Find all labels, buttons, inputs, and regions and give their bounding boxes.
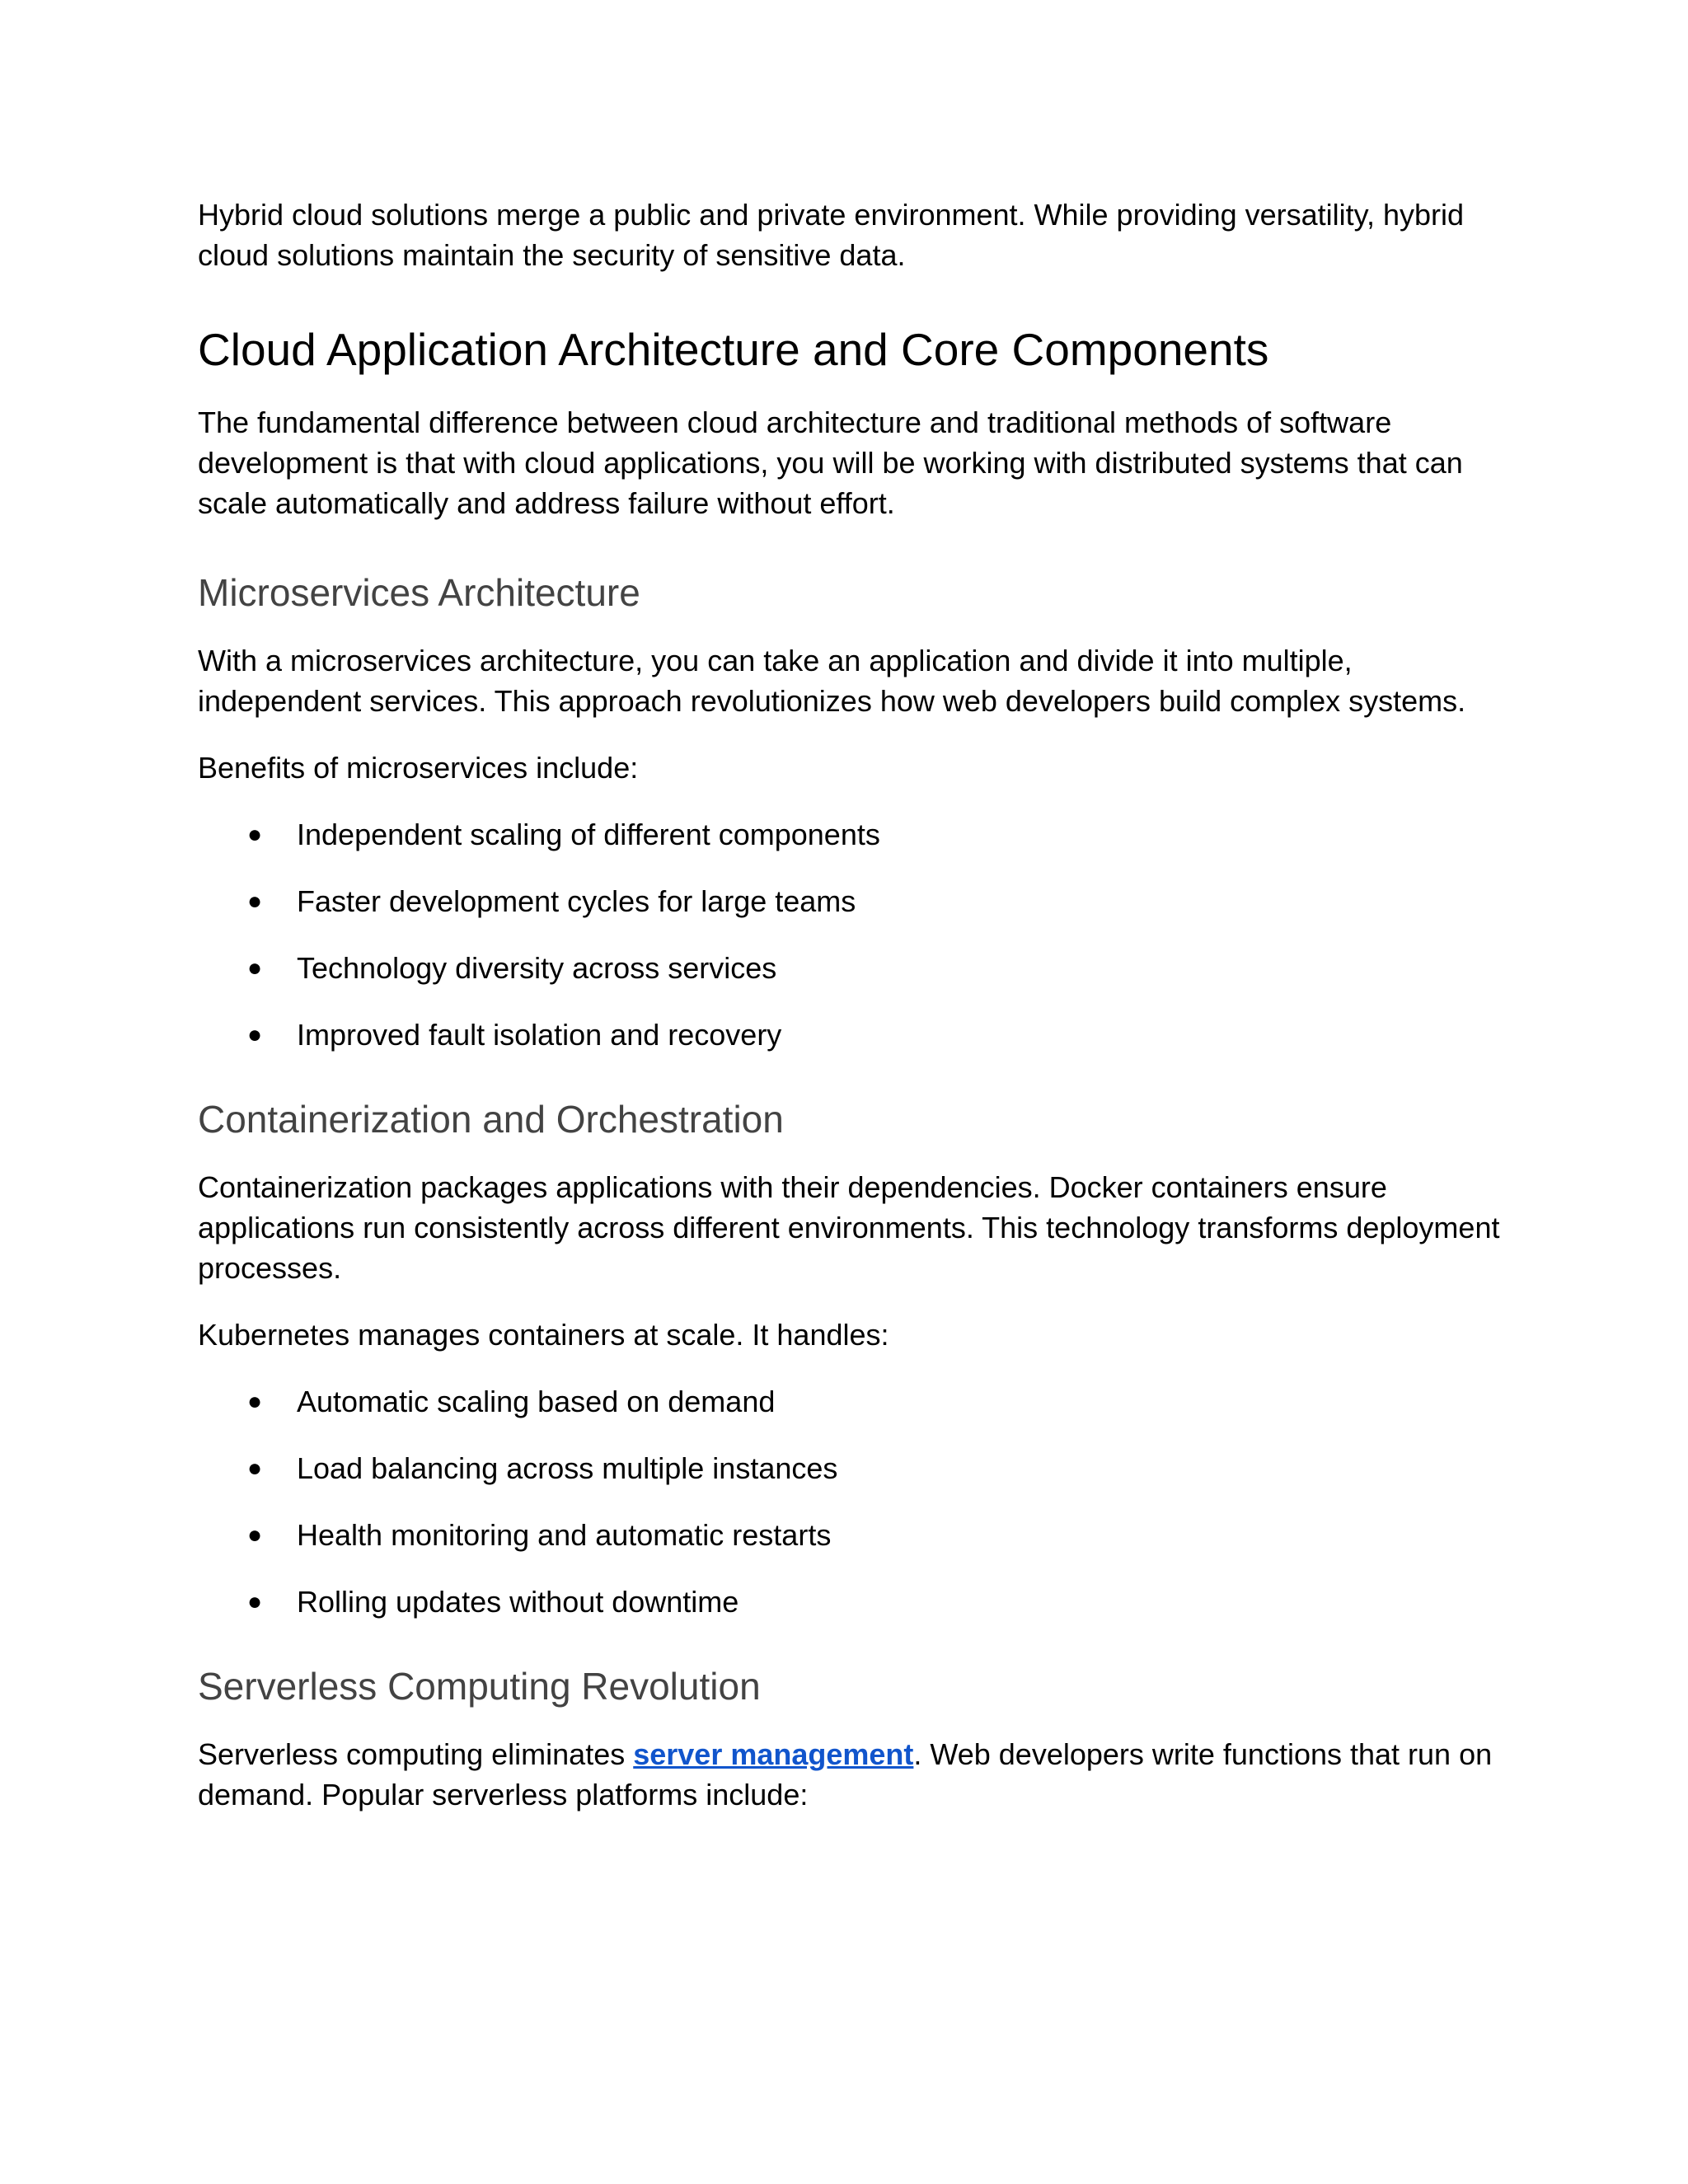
list-item-text: Faster development cycles for large teams [297, 884, 856, 918]
list-item [198, 1515, 1500, 1555]
list-item-text: Improved fault isolation and recovery [297, 1018, 782, 1052]
list-item-text: Independent scaling of different components [297, 818, 880, 851]
list-item [198, 1381, 1500, 1422]
list-item [198, 948, 1500, 988]
microservices-benefits-list [198, 814, 1500, 1055]
microservices-list-intro: Benefits of microservices include: [198, 751, 639, 785]
list-item-text: Technology diversity across services [297, 951, 777, 985]
bullet-icon: ● [247, 1521, 263, 1549]
cloud-architecture-paragraph: The fundamental difference between cloud architecture and traditional methods of software development is that with cloud applications, you will be working with distributed systems that can scale automatically and address failure without effort. [198, 405, 1463, 520]
bullet-icon: ● [247, 1588, 263, 1615]
section-heading-cloud-architecture: Cloud Application Architecture and Core Components [198, 324, 1269, 375]
bullet-icon: ● [247, 821, 263, 848]
microservices-paragraph: With a microservices architecture, you can take an application and divide it into multiple, independent services. This approach revolutionizes how web developers build complex systems. [198, 644, 1466, 718]
bullet-icon: ● [247, 1455, 263, 1482]
heading-serverless: Serverless Computing Revolution [198, 1665, 761, 1708]
list-item [198, 814, 1500, 855]
list-item [198, 1582, 1500, 1622]
list-item [198, 1015, 1500, 1055]
serverless-paragraph [198, 1734, 1500, 1815]
containerization-paragraph: Containerization packages applications with their dependencies. Docker containers ensure applications run consistently across different environments. This technology transforms deployment processes. [198, 1170, 1500, 1285]
list-item-text: Rolling updates without downtime [297, 1585, 739, 1619]
bullet-icon: ● [247, 954, 263, 982]
kubernetes-list-intro: Kubernetes manages containers at scale. It handles: [198, 1318, 889, 1352]
bullet-icon: ● [247, 888, 263, 915]
bullet-icon: ● [247, 1021, 263, 1048]
heading-containerization: Containerization and Orchestration [198, 1098, 784, 1141]
heading-microservices: Microservices Architecture [198, 571, 640, 614]
list-item [198, 1448, 1500, 1488]
serverless-text-before: Serverless computing eliminates [198, 1737, 634, 1771]
server-management-link[interactable]: server management [633, 1737, 914, 1771]
bullet-icon: ● [247, 1388, 263, 1415]
serverless-text-after: . Web developers write functions that run on demand. Popular serverless platforms include: [198, 1737, 1493, 1811]
kubernetes-features-list [198, 1381, 1500, 1622]
list-item-text: Automatic scaling based on demand [297, 1385, 776, 1418]
intro-paragraph: Hybrid cloud solutions merge a public and private environment. While providing versatility, hybrid cloud solutions maintain the security of sensitive data. [198, 198, 1465, 272]
list-item-text: Health monitoring and automatic restarts [297, 1518, 832, 1552]
list-item [198, 881, 1500, 921]
list-item-text: Load balancing across multiple instances [297, 1451, 838, 1485]
document-page [198, 194, 1500, 1815]
